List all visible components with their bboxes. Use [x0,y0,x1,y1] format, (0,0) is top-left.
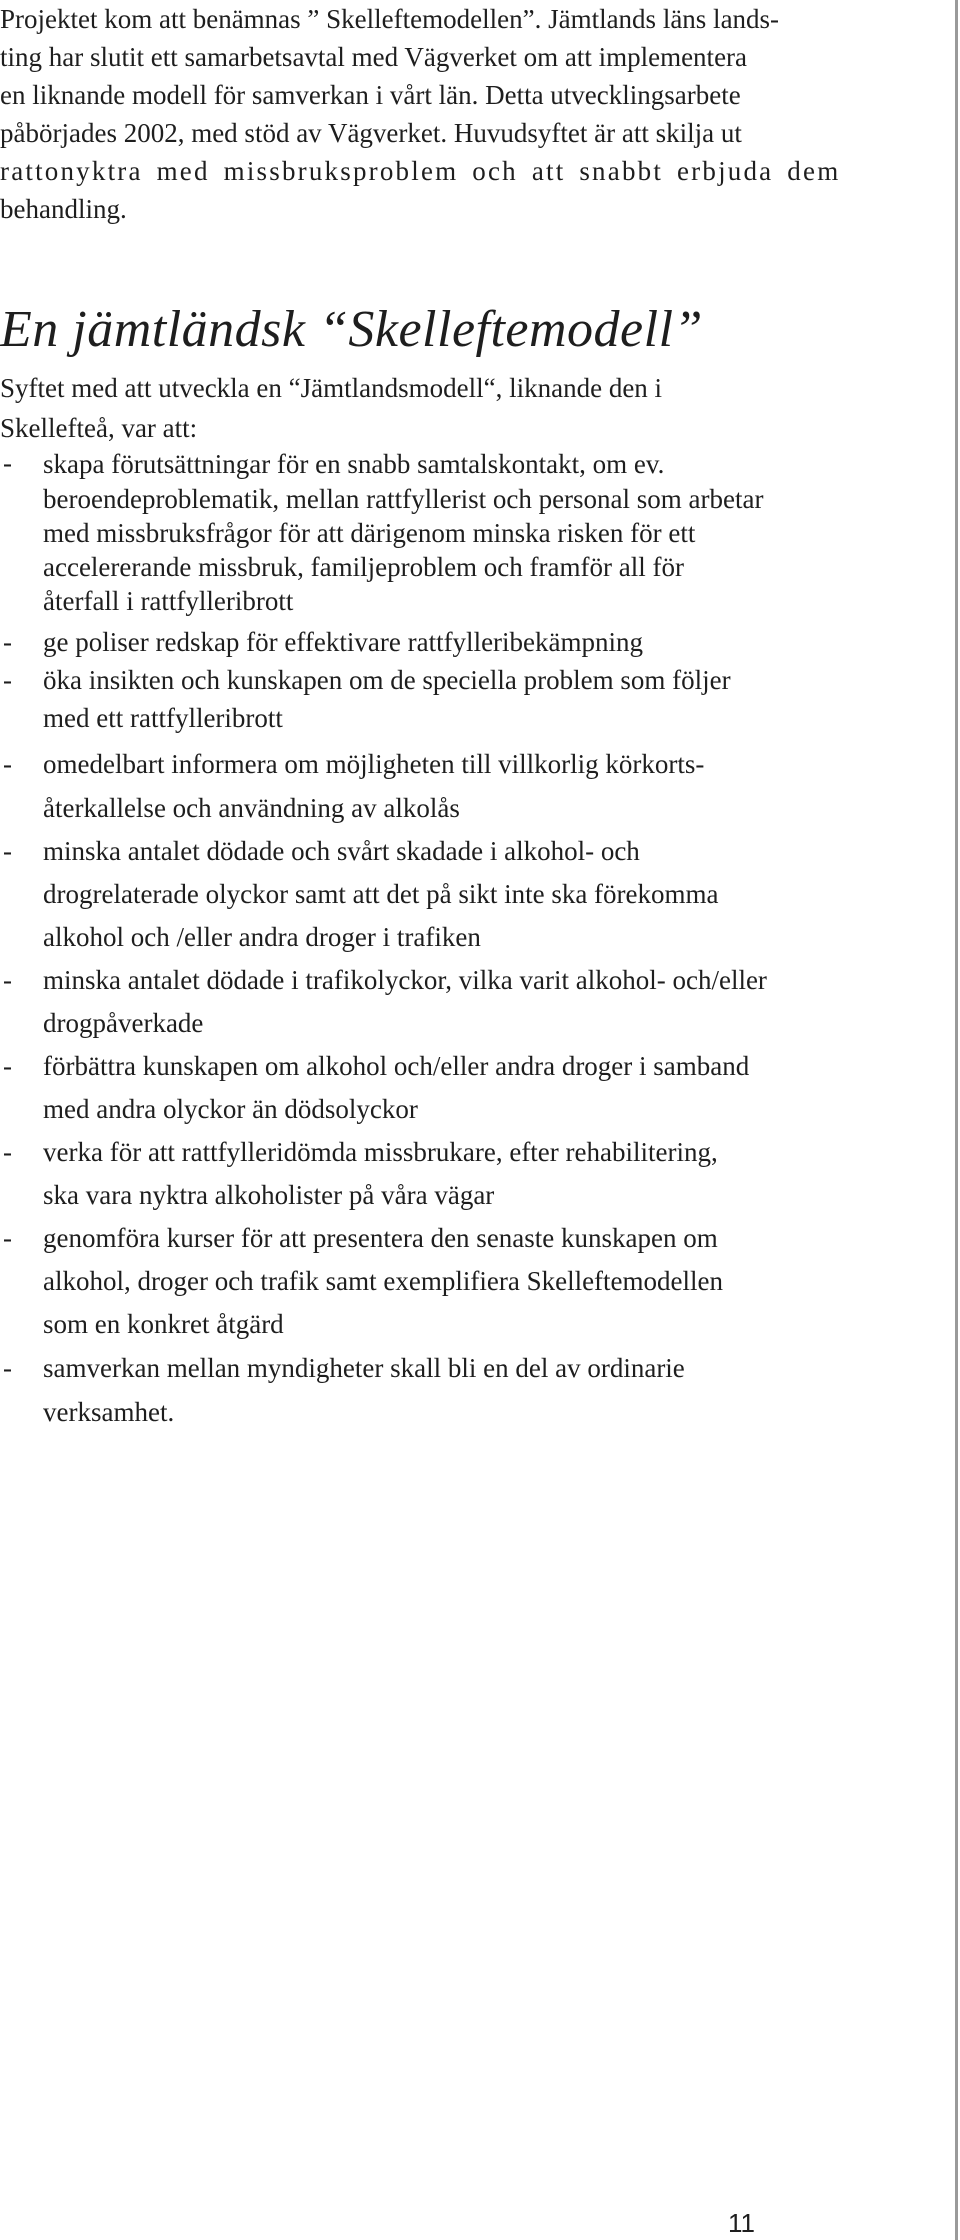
list-item-text: med missbruksfrågor för att därigenom minska risken för ett [43,518,696,548]
intro-line: ting har slutit ett samarbetsavtal med Vägverket om att implementera [0,42,748,72]
list-item-text: drogrelaterade olyckor samt att det på sikt inte ska förekomma [43,879,719,909]
lead-paragraph [0,368,930,448]
list-item-text: förbättra kunskapen om alkohol och/eller andra droger i samband [43,1051,750,1081]
list-item-text: minska antalet dödade och svårt skadade i alkohol- och [43,836,640,866]
list-item [0,446,930,618]
list-dash: - [3,749,12,779]
list-item [0,742,930,830]
list-item [0,1217,930,1346]
list-item-text: återkallelse och användning av alkolås [43,793,460,823]
page-number: 11 [728,2208,755,2238]
intro-line: en liknande modell för samverkan i vårt län. Detta utvecklingsarbete [0,80,741,110]
list-item-text: beroendeproblematik, mellan rattfyllerist och personal som arbetar [43,484,764,514]
list-dash: - [3,627,12,657]
list-item-text: omedelbart informera om möjligheten till villkorlig körkorts- [43,749,705,779]
list-dash: - [3,1223,12,1253]
list-item-text: öka insikten och kunskapen om de speciella problem som följer [43,665,731,695]
intro-line: behandling. [0,194,127,224]
intro-paragraph [0,0,930,228]
intro-line: rattonyktra med missbruksproblem och att snabbt erbjuda dem [0,156,841,186]
list-item [0,830,930,959]
list-item-text: med ett rattfylleribrott [43,703,283,733]
list-item-text: som en konkret åtgärd [43,1309,284,1339]
list-dash: - [3,965,12,995]
list-item-text: verksamhet. [43,1397,175,1427]
lead-line: Syftet med att utveckla en “Jämtlandsmodell“, liknande den i [0,373,663,403]
list-item [0,1045,930,1131]
list-dash: - [3,1051,12,1081]
list-dash: - [3,836,12,866]
list-item [0,1131,930,1217]
lead-line: Skellefteå, var att: [0,413,198,443]
list-dash: - [3,1353,12,1383]
intro-line: Projektet kom att benämnas ” Skelleftemodellen”. Jämtlands läns lands- [0,4,780,34]
list-item-text: accelererande missbruk, familjeproblem och framför all för [43,552,684,582]
list-item-text: minska antalet dödade i trafikolyckor, vilka varit alkohol- och/eller [43,965,767,995]
section-heading: En jämtländsk “Skelleftemodell” [0,301,703,358]
list-dash: - [3,665,12,695]
list-item-text: verka för att rattfylleridömda missbrukare, efter rehabilitering, [43,1137,718,1167]
list-item-text: ge poliser redskap för effektivare rattfylleribekämpning [43,627,644,657]
list-item-text: genomföra kurser för att presentera den senaste kunskapen om [43,1223,718,1253]
list-item-text: samverkan mellan myndigheter skall bli en del av ordinarie [43,1353,685,1383]
intro-line: påbörjades 2002, med stöd av Vägverket. Huvudsyftet är att skilja ut [0,118,742,148]
list-item [0,623,930,661]
list-item [0,661,930,737]
list-item-text: ska vara nyktra alkoholister på våra vägar [43,1180,495,1210]
page-edge-rule [955,0,958,2240]
list-dash: - [3,448,12,478]
list-item-text: med andra olyckor än dödsolyckor [43,1094,418,1124]
list-item-text: alkohol, droger och trafik samt exemplifiera Skelleftemodellen [43,1266,724,1296]
list-item-text: skapa förutsättningar för en snabb samtalskontakt, om ev. [43,449,665,479]
list-item [0,959,930,1045]
list-item-text: återfall i rattfylleribrott [43,586,294,616]
list-item [0,1346,930,1434]
list-item-text: alkohol och /eller andra droger i trafiken [43,922,481,952]
list-item-text: drogpåverkade [43,1008,204,1038]
list-dash: - [3,1137,12,1167]
goal-list [0,446,930,1434]
